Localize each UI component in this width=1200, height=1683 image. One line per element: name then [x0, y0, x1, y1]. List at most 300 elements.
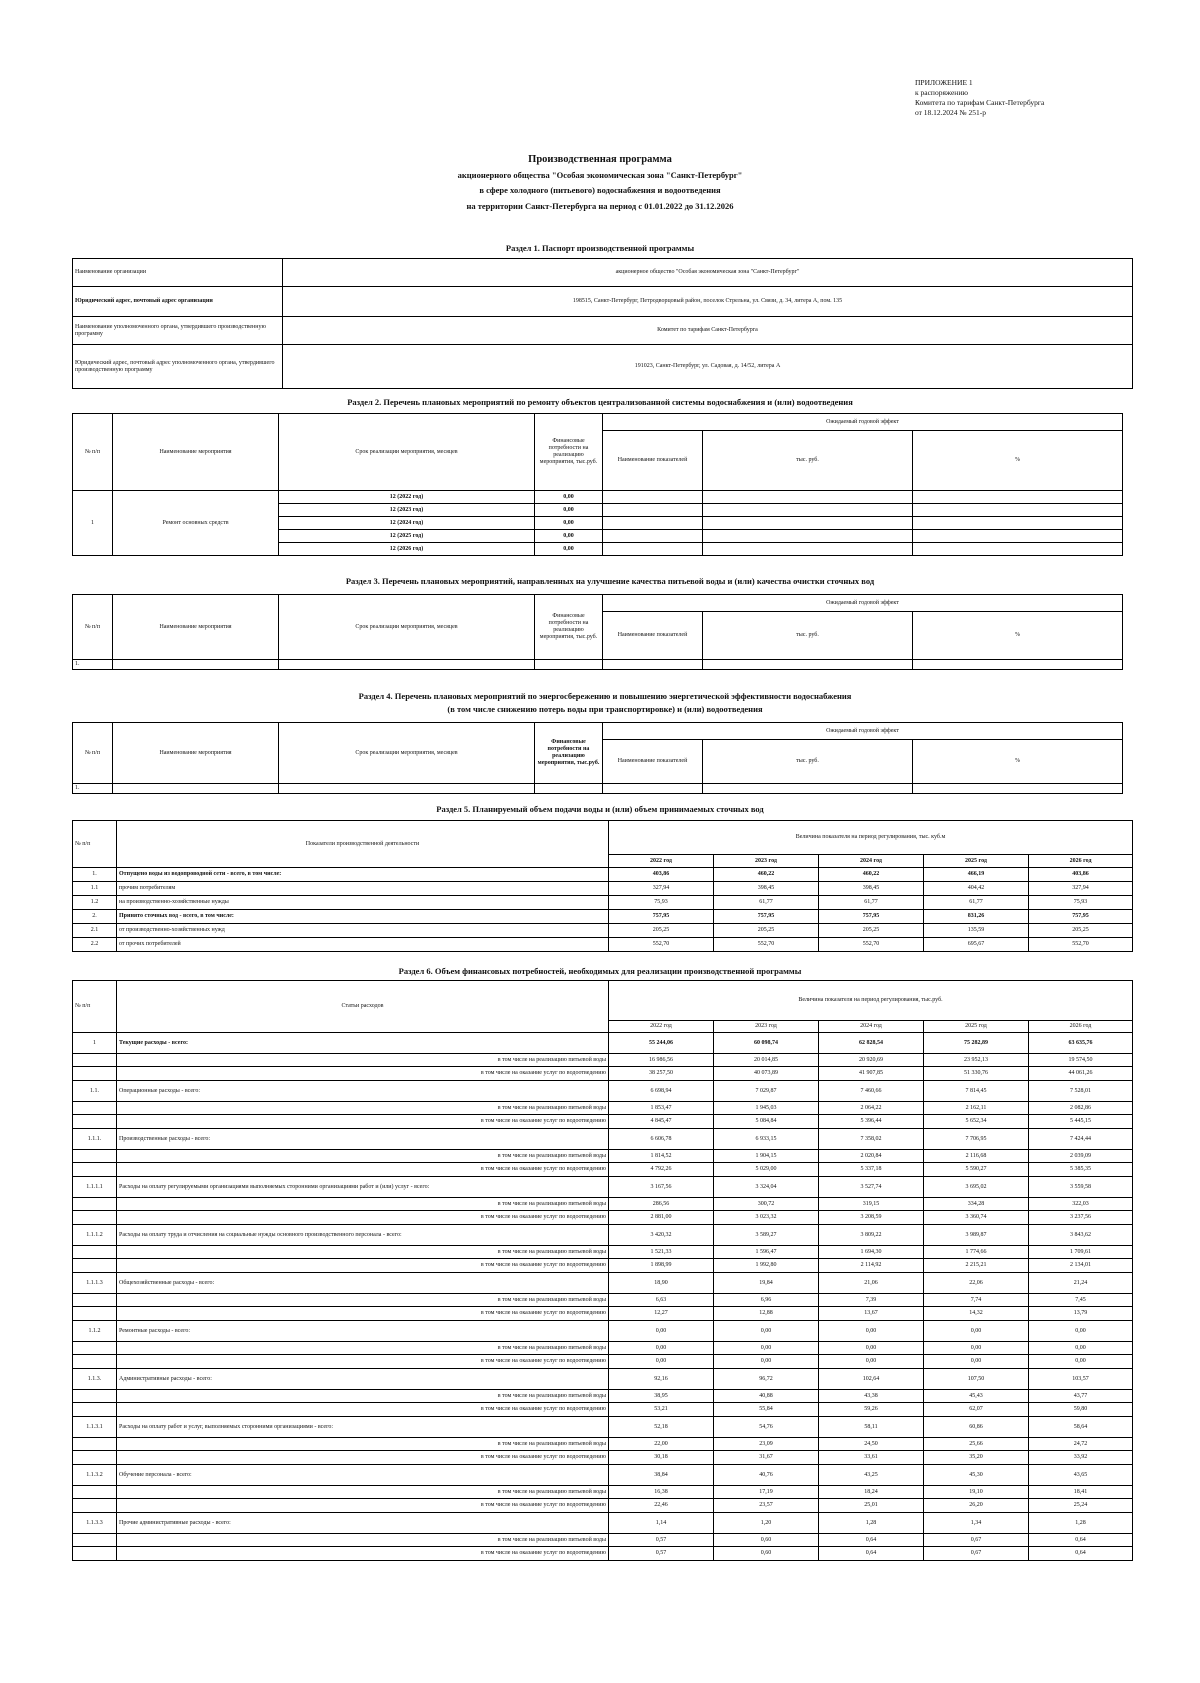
- year-header: 2024 год: [819, 855, 924, 868]
- value-cell: 5 396,44: [819, 1115, 924, 1129]
- table-header-row: [73, 414, 1123, 431]
- expense-label: в том числе на реализацию питьевой воды: [117, 1438, 609, 1451]
- year-header: 2025 год: [924, 855, 1029, 868]
- term-cell: 12 (2022 год): [279, 491, 535, 504]
- col-header: Наименование мероприятия: [113, 595, 279, 660]
- expense-label: в том числе на реализацию питьевой воды: [117, 1390, 609, 1403]
- row-number: [73, 1547, 117, 1561]
- table-row: [73, 1163, 1133, 1177]
- passport-value: Комитет по тарифам Санкт-Петербурга: [283, 317, 1133, 345]
- value-cell: 7 424,44: [1029, 1129, 1133, 1150]
- row-number: [73, 1499, 117, 1513]
- row-number: [73, 1198, 117, 1211]
- value-cell: 0,67: [924, 1534, 1029, 1547]
- row-number: 1.1.3.1: [73, 1417, 117, 1438]
- value-cell: 31,67: [714, 1451, 819, 1465]
- value-cell: 552,70: [1029, 938, 1133, 952]
- value-cell: 757,95: [714, 910, 819, 924]
- value-cell: 1,20: [714, 1513, 819, 1534]
- value-cell: 3 167,56: [609, 1177, 714, 1198]
- value-cell: 552,70: [714, 938, 819, 952]
- value-cell: 460,22: [714, 868, 819, 882]
- expense-label: в том числе на оказание услуг по водоотведению: [117, 1403, 609, 1417]
- table-row: [73, 1499, 1133, 1513]
- row-number: 1.1.2: [73, 1321, 117, 1342]
- value-cell: 0,00: [714, 1342, 819, 1355]
- row-number: 1.1.1.3: [73, 1273, 117, 1294]
- value-cell: 7 706,95: [924, 1129, 1029, 1150]
- table-row: [73, 1273, 1133, 1294]
- row-number: 2.2: [73, 938, 117, 952]
- value-cell: 7 814,45: [924, 1081, 1029, 1102]
- value-cell: 75,93: [609, 896, 714, 910]
- value-cell: 23 952,13: [924, 1054, 1029, 1067]
- value-cell: 19 574,50: [1029, 1054, 1133, 1067]
- col-header: Финансовые потребности на реализацию мероприятия, тыс.руб.: [535, 595, 603, 660]
- value-cell: 3 023,32: [714, 1211, 819, 1225]
- row-number: 2.: [73, 910, 117, 924]
- table-row: [73, 1534, 1133, 1547]
- passport-value: 191023, Санкт-Петербург, ул. Садовая, д. 14/52, литера А: [283, 345, 1133, 389]
- title-line: на территории Санкт-Петербурга на период с 01.01.2022 до 31.12.2026: [466, 200, 734, 211]
- value-cell: 4 845,47: [609, 1115, 714, 1129]
- value-cell: 96,72: [714, 1369, 819, 1390]
- value-cell: 21,06: [819, 1273, 924, 1294]
- year-header: 2022 год: [609, 1021, 714, 1033]
- value-cell: 1 709,61: [1029, 1246, 1133, 1259]
- table-row: [73, 1390, 1133, 1403]
- appendix-line: от 18.12.2024 № 251-р: [915, 108, 986, 117]
- value-cell: 6 606,78: [609, 1129, 714, 1150]
- section5-title: Раздел 5. Планируемый объем подачи воды и (или) объем принимаемых сточных вод: [436, 804, 764, 814]
- table-row: [73, 1486, 1133, 1499]
- expense-label: Производственные расходы - всего:: [117, 1129, 609, 1150]
- row-number: [73, 1246, 117, 1259]
- value-cell: 398,45: [714, 882, 819, 896]
- value-cell: 2 881,00: [609, 1211, 714, 1225]
- value-cell: 33,92: [1029, 1451, 1133, 1465]
- table-row: [73, 784, 1123, 794]
- value-cell: 38,84: [609, 1465, 714, 1486]
- value-cell: 18,90: [609, 1273, 714, 1294]
- value-cell: 2 215,21: [924, 1259, 1029, 1273]
- table-row: [73, 1198, 1133, 1211]
- supply-volume-body: [73, 868, 1133, 952]
- value-cell: 1 992,80: [714, 1259, 819, 1273]
- expense-label: в том числе на реализацию питьевой воды: [117, 1198, 609, 1211]
- value-cell: 3 237,56: [1029, 1211, 1133, 1225]
- col-header: Величина показателя на период регулирования, тыс. куб.м: [609, 821, 1133, 855]
- col-header: Наименование показателей: [603, 431, 703, 491]
- expense-label: в том числе на оказание услуг по водоотведению: [117, 1355, 609, 1369]
- table-row: [73, 491, 1123, 504]
- value-cell: 62,07: [924, 1403, 1029, 1417]
- value-cell: 30,18: [609, 1451, 714, 1465]
- value-cell: 0,00: [924, 1342, 1029, 1355]
- value-cell: 20 920,69: [819, 1054, 924, 1067]
- value-cell: 0,57: [609, 1534, 714, 1547]
- value-cell: 0,64: [1029, 1534, 1133, 1547]
- indicator-label: от производственно-хозяйственных нужд: [117, 924, 609, 938]
- value-cell: 1,34: [924, 1513, 1029, 1534]
- col-header: Наименование показателей: [603, 612, 703, 660]
- table-row: [73, 660, 1123, 670]
- col-header: тыс. руб.: [703, 740, 913, 784]
- value-cell: 24,72: [1029, 1438, 1133, 1451]
- expense-label: Расходы на оплату труда и отчисления на социальные нужды основного производственного персонала - всего:: [117, 1225, 609, 1246]
- value-cell: 23,57: [714, 1499, 819, 1513]
- value-cell: 0,00: [714, 1355, 819, 1369]
- row-number: 1.: [73, 868, 117, 882]
- value-cell: 5 029,00: [714, 1163, 819, 1177]
- indicator-label: на производственно-хозяйственные нужды: [117, 896, 609, 910]
- value-cell: 33,61: [819, 1451, 924, 1465]
- value-cell: 0,67: [924, 1547, 1029, 1561]
- value-cell: 7 460,66: [819, 1081, 924, 1102]
- year-header: 2025 год: [924, 1021, 1029, 1033]
- value-cell: 61,77: [819, 896, 924, 910]
- row-number: 1.1: [73, 882, 117, 896]
- value-cell: 3 589,27: [714, 1225, 819, 1246]
- value-cell: 60 098,74: [714, 1033, 819, 1054]
- section4-title: [200, 690, 1010, 716]
- expense-label: в том числе на реализацию питьевой воды: [117, 1294, 609, 1307]
- value-cell: 831,26: [924, 910, 1029, 924]
- value-cell: 59,80: [1029, 1403, 1133, 1417]
- passport-label: Наименование организации: [73, 259, 283, 287]
- value-cell: 53,21: [609, 1403, 714, 1417]
- value-cell: 2 162,11: [924, 1102, 1029, 1115]
- value-cell: 205,25: [819, 924, 924, 938]
- energy-saving-table: [72, 722, 1123, 794]
- row-number: 1: [73, 491, 113, 556]
- supply-volume-table: [72, 820, 1133, 952]
- col-header: тыс. руб.: [703, 431, 913, 491]
- table-row: [73, 1259, 1133, 1273]
- value-cell: 1 904,15: [714, 1150, 819, 1163]
- col-header: № п/п: [73, 723, 113, 784]
- table-row: [73, 1225, 1133, 1246]
- expense-label: Текущие расходы - всего:: [117, 1033, 609, 1054]
- appendix-line: ПРИЛОЖЕНИЕ 1: [915, 78, 973, 87]
- expense-label: в том числе на реализацию питьевой воды: [117, 1246, 609, 1259]
- finance-cell: 0,00: [535, 491, 603, 504]
- term-cell: 12 (2025 год): [279, 530, 535, 543]
- expense-label: в том числе на оказание услуг по водоотведению: [117, 1115, 609, 1129]
- value-cell: 334,28: [924, 1198, 1029, 1211]
- section3-title: Раздел 3. Перечень плановых мероприятий, направленных на улучшение качества питьевой воды и (или) качества очистки сточных вод: [345, 576, 875, 586]
- term-cell: 12 (2024 год): [279, 517, 535, 530]
- value-cell: 43,65: [1029, 1465, 1133, 1486]
- expense-label: Ремонтные расходы - всего:: [117, 1321, 609, 1342]
- row-number: [73, 1438, 117, 1451]
- value-cell: 205,25: [714, 924, 819, 938]
- passport-label: Юридический адрес, почтовый адрес уполномоченного органа, утвердившего производственную программу: [73, 345, 283, 389]
- section2-title: Раздел 2. Перечень плановых мероприятий по ремонту объектов централизованной системы водоснабжения и (или) водоотведения: [347, 397, 853, 407]
- value-cell: 0,00: [819, 1342, 924, 1355]
- value-cell: 43,77: [1029, 1390, 1133, 1403]
- value-cell: 92,16: [609, 1369, 714, 1390]
- row-number: [73, 1163, 117, 1177]
- indicator-label: Принято сточных вод - всего, в том числе:: [117, 910, 609, 924]
- value-cell: 327,94: [609, 882, 714, 896]
- table-row: [73, 1115, 1133, 1129]
- col-header: Финансовые потребности на реализацию мероприятия, тыс.руб.: [535, 414, 603, 491]
- col-header: № п/п: [73, 414, 113, 491]
- value-cell: 466,19: [924, 868, 1029, 882]
- indicator-label: Отпущено воды из водопроводной сети - всего, в том числе:: [117, 868, 609, 882]
- value-cell: 5 385,35: [1029, 1163, 1133, 1177]
- col-header: Статьи расходов: [117, 981, 609, 1033]
- value-cell: 41 907,85: [819, 1067, 924, 1081]
- value-cell: 286,56: [609, 1198, 714, 1211]
- value-cell: 322,03: [1029, 1198, 1133, 1211]
- table-row: [73, 1438, 1133, 1451]
- col-header: Наименование показателей: [603, 740, 703, 784]
- expense-label: в том числе на реализацию питьевой воды: [117, 1342, 609, 1355]
- value-cell: 1,14: [609, 1513, 714, 1534]
- table-row: [73, 317, 1133, 345]
- value-cell: 2 134,01: [1029, 1259, 1133, 1273]
- value-cell: 2 082,86: [1029, 1102, 1133, 1115]
- table-row: [73, 1054, 1133, 1067]
- section6-title: Раздел 6. Объем финансовых потребностей, необходимых для реализации производственной программы: [398, 966, 802, 976]
- repair-events-table: [72, 413, 1123, 556]
- col-header: %: [913, 431, 1123, 491]
- table-row: [73, 345, 1133, 389]
- value-cell: 19,84: [714, 1273, 819, 1294]
- table-row: [73, 868, 1133, 882]
- value-cell: 460,22: [819, 868, 924, 882]
- value-cell: 757,95: [1029, 910, 1133, 924]
- value-cell: 1 945,03: [714, 1102, 819, 1115]
- row-number: 2.1: [73, 924, 117, 938]
- expense-label: в том числе на реализацию питьевой воды: [117, 1054, 609, 1067]
- value-cell: 60,86: [924, 1417, 1029, 1438]
- value-cell: 40 073,89: [714, 1067, 819, 1081]
- value-cell: 18,24: [819, 1486, 924, 1499]
- col-header: Наименование мероприятия: [113, 723, 279, 784]
- value-cell: 5 337,18: [819, 1163, 924, 1177]
- water-quality-table: [72, 594, 1123, 670]
- value-cell: 3 695,02: [924, 1177, 1029, 1198]
- row-number: 1.: [73, 784, 113, 794]
- value-cell: 38 257,50: [609, 1067, 714, 1081]
- row-number: 1.1.3.2: [73, 1465, 117, 1486]
- value-cell: 0,64: [819, 1534, 924, 1547]
- passport-table: [72, 258, 1133, 389]
- value-cell: 1 898,99: [609, 1259, 714, 1273]
- value-cell: 300,72: [714, 1198, 819, 1211]
- value-cell: 12,27: [609, 1307, 714, 1321]
- value-cell: 3 360,74: [924, 1211, 1029, 1225]
- value-cell: 44 061,26: [1029, 1067, 1133, 1081]
- value-cell: 22,06: [924, 1273, 1029, 1294]
- row-number: [73, 1067, 117, 1081]
- value-cell: 2 064,22: [819, 1102, 924, 1115]
- row-number: [73, 1054, 117, 1067]
- table-row: [73, 1246, 1133, 1259]
- value-cell: 7,45: [1029, 1294, 1133, 1307]
- value-cell: 0,00: [924, 1355, 1029, 1369]
- expense-label: в том числе на оказание услуг по водоотведению: [117, 1547, 609, 1561]
- value-cell: 4 792,26: [609, 1163, 714, 1177]
- value-cell: 16 986,56: [609, 1054, 714, 1067]
- value-cell: 61,77: [924, 896, 1029, 910]
- row-number: 1.1.3.: [73, 1369, 117, 1390]
- appendix-note: [915, 78, 1175, 118]
- row-number: 1.2: [73, 896, 117, 910]
- row-number: [73, 1534, 117, 1547]
- table-row: [73, 896, 1133, 910]
- table-header-row: [73, 981, 1133, 1021]
- value-cell: 2 114,92: [819, 1259, 924, 1273]
- document-title: [300, 152, 900, 214]
- expense-label: Операционные расходы - всего:: [117, 1081, 609, 1102]
- appendix-line: Комитета по тарифам Санкт-Петербурга: [915, 98, 1045, 107]
- value-cell: 327,94: [1029, 882, 1133, 896]
- row-number: 1: [73, 1033, 117, 1054]
- section4-title-line: Раздел 4. Перечень плановых мероприятий по энергосбережению и повышению энергетической эффективности водоснабжения: [358, 691, 852, 701]
- passport-value: 198515, Санкт-Петербург, Петродворцовый район, поселок Стрельна, ул. Связи, д. 34, литера А, пом. 135: [283, 287, 1133, 317]
- table-row: [73, 910, 1133, 924]
- finance-cell: 0,00: [535, 543, 603, 556]
- value-cell: 6 698,94: [609, 1081, 714, 1102]
- section1-title: Раздел 1. Паспорт производственной программы: [505, 243, 695, 253]
- year-header: 2026 год: [1029, 1021, 1133, 1033]
- passport-label: Наименование уполномоченного органа, утвердившего производственную программу: [73, 317, 283, 345]
- row-number: [73, 1115, 117, 1129]
- value-cell: 45,43: [924, 1390, 1029, 1403]
- table-row: [73, 924, 1133, 938]
- expense-label: в том числе на реализацию питьевой воды: [117, 1102, 609, 1115]
- expense-label: в том числе на реализацию питьевой воды: [117, 1534, 609, 1547]
- value-cell: 54,76: [714, 1417, 819, 1438]
- value-cell: 398,45: [819, 882, 924, 896]
- table-row: [73, 1342, 1133, 1355]
- row-number: 1.1.3.3: [73, 1513, 117, 1534]
- title-line: Производственная программа: [528, 154, 672, 165]
- table-header-row: [73, 723, 1123, 740]
- expense-label: в том числе на оказание услуг по водоотведению: [117, 1211, 609, 1225]
- term-cell: 12 (2023 год): [279, 504, 535, 517]
- indicator-label: от прочих потребителей: [117, 938, 609, 952]
- table-row: [73, 1211, 1133, 1225]
- value-cell: 3 208,59: [819, 1211, 924, 1225]
- table-row: [73, 1081, 1133, 1102]
- value-cell: 61,77: [714, 896, 819, 910]
- expense-label: в том числе на реализацию питьевой воды: [117, 1150, 609, 1163]
- row-number: 1.1.: [73, 1081, 117, 1102]
- table-row: [73, 1417, 1133, 1438]
- value-cell: 757,95: [609, 910, 714, 924]
- year-header: 2024 год: [819, 1021, 924, 1033]
- passport-label: Юридический адрес, почтовый адрес организации: [73, 287, 283, 317]
- value-cell: 695,67: [924, 938, 1029, 952]
- table-row: [73, 259, 1133, 287]
- row-number: [73, 1486, 117, 1499]
- value-cell: 21,24: [1029, 1273, 1133, 1294]
- value-cell: 0,00: [819, 1355, 924, 1369]
- value-cell: 26,20: [924, 1499, 1029, 1513]
- row-number: [73, 1150, 117, 1163]
- value-cell: 23,09: [714, 1438, 819, 1451]
- table-row: [73, 1294, 1133, 1307]
- value-cell: 58,11: [819, 1417, 924, 1438]
- value-cell: 12,88: [714, 1307, 819, 1321]
- col-header: %: [913, 740, 1123, 784]
- title-line: в сфере холодного (питьевого) водоснабжения и водоотведения: [479, 185, 721, 195]
- term-cell: 12 (2026 год): [279, 543, 535, 556]
- value-cell: 5 445,15: [1029, 1115, 1133, 1129]
- value-cell: 3 989,87: [924, 1225, 1029, 1246]
- expense-label: Расходы на оплату работ и услуг, выполняемых сторонними организациями - всего:: [117, 1417, 609, 1438]
- col-header: Ожидаемый годовой эффект: [603, 595, 1123, 612]
- row-number: 1.1.1.: [73, 1129, 117, 1150]
- value-cell: 25,01: [819, 1499, 924, 1513]
- value-cell: 0,00: [924, 1321, 1029, 1342]
- value-cell: 22,00: [609, 1438, 714, 1451]
- row-number: [73, 1259, 117, 1273]
- col-header: № п/п: [73, 981, 117, 1033]
- value-cell: 58,64: [1029, 1417, 1133, 1438]
- value-cell: 40,76: [714, 1465, 819, 1486]
- value-cell: 0,00: [609, 1342, 714, 1355]
- finance-cell: 0,00: [535, 504, 603, 517]
- event-name: Ремонт основных средств: [113, 491, 279, 556]
- value-cell: 552,70: [819, 938, 924, 952]
- passport-value: акционерное общество "Особая экономическая зона "Санкт-Петербург": [283, 259, 1133, 287]
- table-row: [73, 1465, 1133, 1486]
- value-cell: 7,74: [924, 1294, 1029, 1307]
- finance-cell: 0,00: [535, 517, 603, 530]
- table-row: [73, 1513, 1133, 1534]
- value-cell: 107,50: [924, 1369, 1029, 1390]
- value-cell: 13,67: [819, 1307, 924, 1321]
- col-header: № п/п: [73, 595, 113, 660]
- financial-needs-body: [73, 1033, 1133, 1561]
- value-cell: 1 694,30: [819, 1246, 924, 1259]
- value-cell: 205,25: [609, 924, 714, 938]
- value-cell: 35,20: [924, 1451, 1029, 1465]
- table-row: [73, 1177, 1133, 1198]
- value-cell: 404,42: [924, 882, 1029, 896]
- value-cell: 757,95: [819, 910, 924, 924]
- row-number: [73, 1342, 117, 1355]
- value-cell: 0,00: [819, 1321, 924, 1342]
- col-header: Наименование мероприятия: [113, 414, 279, 491]
- row-number: [73, 1211, 117, 1225]
- value-cell: 135,59: [924, 924, 1029, 938]
- value-cell: 6,63: [609, 1294, 714, 1307]
- value-cell: 7 528,01: [1029, 1081, 1133, 1102]
- expense-label: Административные расходы - всего:: [117, 1369, 609, 1390]
- table-row: [73, 1307, 1133, 1321]
- value-cell: 0,60: [714, 1534, 819, 1547]
- value-cell: 403,86: [609, 868, 714, 882]
- table-row: [73, 1547, 1133, 1561]
- table-row: [73, 287, 1133, 317]
- value-cell: 103,57: [1029, 1369, 1133, 1390]
- value-cell: 0,00: [714, 1321, 819, 1342]
- value-cell: 19,10: [924, 1486, 1029, 1499]
- value-cell: 2 116,68: [924, 1150, 1029, 1163]
- row-number: [73, 1102, 117, 1115]
- value-cell: 59,26: [819, 1403, 924, 1417]
- value-cell: 1 596,47: [714, 1246, 819, 1259]
- expense-label: Общехозяйственные расходы - всего:: [117, 1273, 609, 1294]
- expense-label: в том числе на оказание услуг по водоотведению: [117, 1451, 609, 1465]
